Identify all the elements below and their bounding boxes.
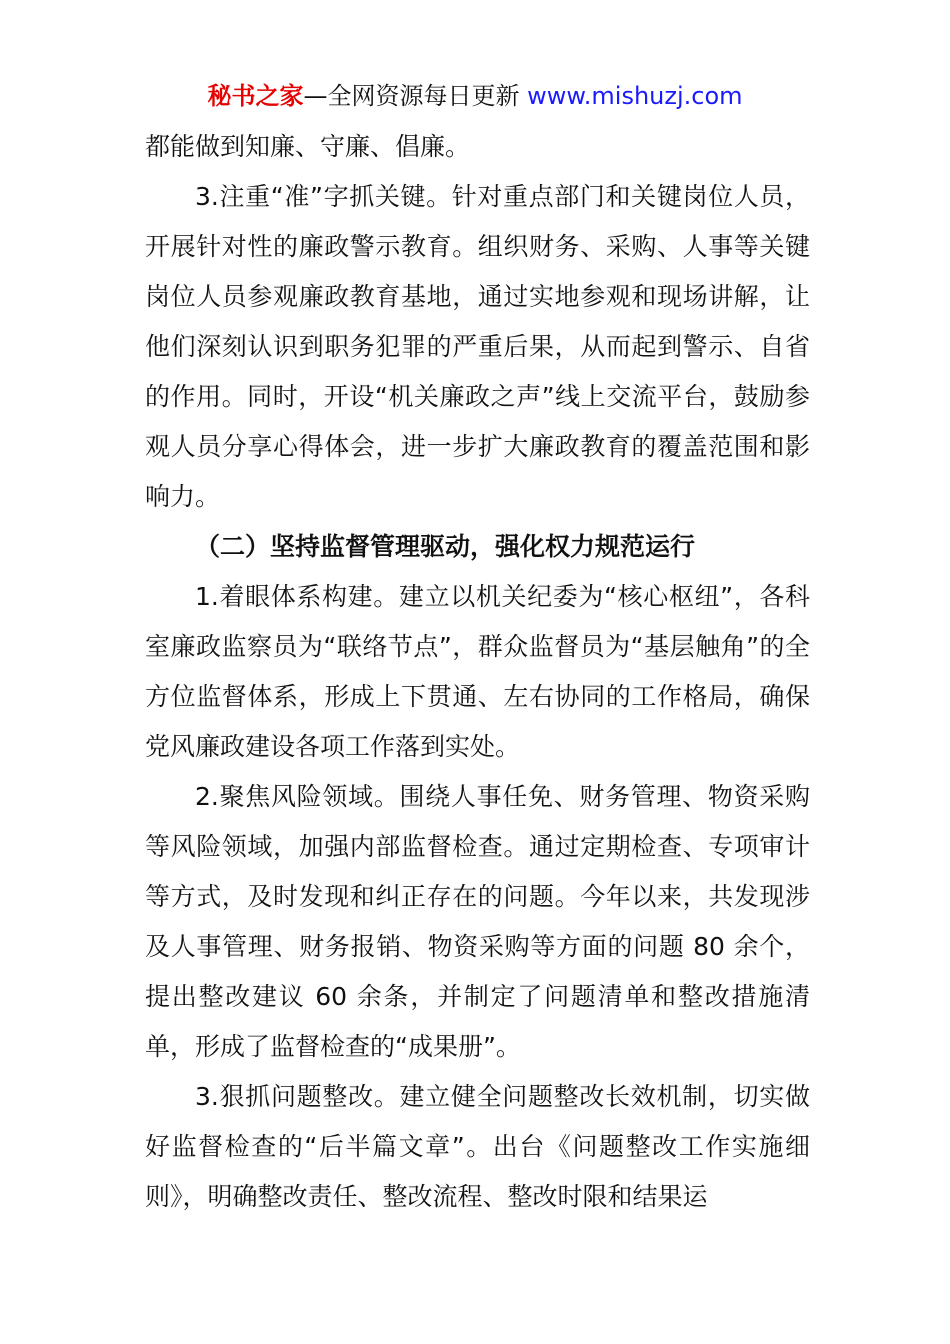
document-body xyxy=(145,122,810,1222)
site-url-link[interactable]: www.mishuzj.com xyxy=(527,82,743,110)
site-tagline: —全网资源每日更新 xyxy=(303,82,520,110)
paragraph-item-3-rectify: 3.狠抓问题整改。建立健全问题整改长效机制，切实做好监督检查的“后半篇文章”。出台《问题整改工作实施细则》，明确整改责任、整改流程、整改时限和结果运 xyxy=(145,1082,810,1211)
section-heading: （二）坚持监督管理驱动，强化权力规范运行 xyxy=(195,532,696,561)
paragraph-item-1-system: 1.着眼体系构建。建立以机关纪委为“核心枢纽”，各科室廉政监察员为“联络节点”，群众监督员为“基层触角”的全方位监督体系，形成上下贯通、左右协同的工作格局，确保党风廉政建设各项工作落到实处。 xyxy=(145,582,810,761)
paragraph-item-3-zhun: 3.注重“准”字抓关键。针对重点部门和关键岗位人员，开展针对性的廉政警示教育。组织财务、采购、人事等关键岗位人员参观廉政教育基地，通过实地参观和现场讲解，让他们深刻认识到职务犯罪的严重后果，从而起到警示、自省的作用。同时，开设“机关廉政之声”线上交流平台，鼓励参观人员分享心得体会，进一步扩大廉政教育的覆盖范围和影响力。 xyxy=(145,182,810,511)
paragraph-item-2-risk: 2.聚焦风险领域。围绕人事任免、财务管理、物资采购等风险领域，加强内部监督检查。通过定期检查、专项审计等方式，及时发现和纠正存在的问题。今年以来，共发现涉及人事管理、财务报销、物资采购等方面的问题 80 余个，提出整改建议 60 余条，并制定了问题清单和整改措施清单，形成了监督检查的“成果册”。 xyxy=(145,782,810,1061)
site-brand: 秘书之家 xyxy=(207,82,304,110)
paragraph-continuation: 都能做到知廉、守廉、倡廉。 xyxy=(145,132,471,161)
page-header xyxy=(0,80,950,112)
